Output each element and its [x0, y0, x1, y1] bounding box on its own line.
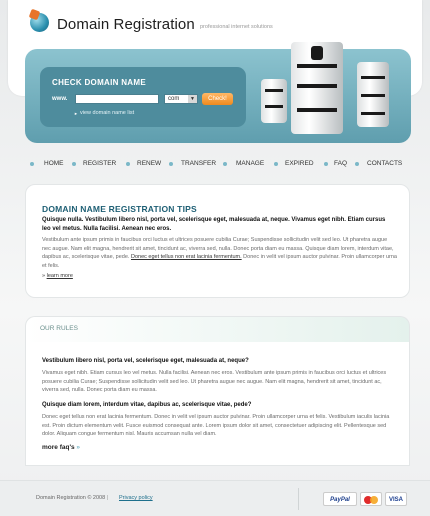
rule-answer: Vivamus eget nibh. Etiam cursus leo vel metus. Nulla facilisi. Aenean nec eros. Vestibulum ante ipsum primis in faucibus orci luctus et ultrices posuere cubilia Curae; Suspendisse sollicitudin velit sed leo. Ut pharetra augue nec augue. Nam elit magna, hendrerit sit amet, tincidunt ac, viverra sed, nulla. Donec porta diam eu massa.	[42, 370, 387, 393]
mastercard-logo-icon	[360, 492, 382, 506]
server-cap	[311, 46, 323, 60]
tips-body	[42, 236, 397, 270]
chevron-down-icon[interactable]: ▼	[188, 95, 197, 103]
tips-body-text: Vestibulum ante ipsum primis in faucibus orci luctus et ultrices posuere cubilia Curae; Suspendisse sollicitudin velit sed leo. Ut pharetra augue nec augue. Nam elit magna, hendrerit sit amet, tincidunt ac, viverra sed, nulla. Donec porta diam eu massa. Quisque diam lorem, interdum vitae, dapibus ac, scelerisque vitae, pede.	[42, 237, 394, 260]
learn-more-label[interactable]: learn more	[46, 273, 73, 279]
server-stripe	[297, 64, 337, 68]
copyright-text	[36, 495, 108, 501]
nav-item-register[interactable]: REGISTER	[83, 160, 117, 167]
nav-bullet-icon	[223, 162, 227, 166]
tips-lead: Quisque nulla. Vestibulum libero nisl, porta vel, scelerisque eget, malesuada at, neque. Vivamus eget nibh. Etiam cursus leo vel metus. Nulla facilisi. Aenean nec eros.	[42, 217, 386, 232]
visa-logo: VISA	[385, 492, 407, 506]
nav-bullet-icon	[126, 162, 130, 166]
footer-separator: |	[106, 495, 109, 501]
domain-name-input[interactable]	[75, 94, 159, 104]
www-prefix-label: www.	[52, 96, 68, 102]
site-tagline: professional internet solutions	[200, 24, 273, 30]
nav-item-renew[interactable]: RENEW	[137, 160, 162, 167]
server-stripe	[361, 76, 385, 79]
nav-item-home[interactable]: HOME	[44, 160, 64, 167]
nav-bullet-icon	[30, 162, 34, 166]
more-faq-label[interactable]: more faq's	[42, 444, 75, 451]
nav-item-faq[interactable]: FAQ	[334, 160, 348, 167]
footer-divider	[298, 488, 299, 510]
server-stripe	[265, 89, 283, 92]
nav-bullet-icon	[274, 162, 278, 166]
paypal-logo: PayPal	[323, 492, 357, 506]
mastercard-yellow-circle	[370, 496, 378, 504]
nav-bullet-icon	[324, 162, 328, 166]
rule-answer: Donec eget tellus non erat lacinia fermentum. Donec in velit vel ipsum auctor pulvinar. Proin ullamcorper urna et felis. Vestibulum iaculis lacinia est. Proin dictum elementum velit. Fusce euismod consequat ante. Lorem ipsum dolor sit amet, consectetuer adipiscing elit. Pellentesque sed dolor. Aliquam congue fermentum nisl. Mauris accumsan nulla vel diam.	[42, 414, 390, 437]
arrow-bullet-icon: ►	[74, 111, 78, 116]
server-illustration-main	[291, 42, 343, 134]
rule-question: Vestibulum libero nisl, porta vel, scelerisque eget, malesuada at, neque?	[42, 358, 249, 364]
rule-question: Quisque diam lorem, interdum vitae, dapibus ac, scelerisque vitae, pede?	[42, 402, 252, 408]
nav-bullet-icon	[355, 162, 359, 166]
rules-title: OUR RULES	[40, 325, 78, 332]
check-domain-button[interactable]: Check!	[202, 93, 233, 105]
nav-item-manage[interactable]: MANAGE	[236, 160, 265, 167]
view-domain-list-link[interactable]: view domain name list	[80, 110, 135, 116]
copyright-label: Domain Registration © 2008	[36, 495, 106, 501]
server-stripe	[297, 84, 337, 88]
nav-item-expired[interactable]: EXPIRED	[285, 160, 314, 167]
server-stripe	[265, 105, 283, 108]
server-stripe	[297, 108, 337, 112]
double-arrow-icon: »	[74, 444, 81, 451]
nav-bullet-icon	[169, 162, 173, 166]
server-illustration-right	[357, 62, 389, 127]
tld-select[interactable]: com	[164, 94, 198, 104]
nav-item-transfer[interactable]: TRANSFER	[181, 160, 217, 167]
more-faq-link[interactable]	[42, 444, 80, 451]
tips-title: DOMAIN NAME REGISTRATION TIPS	[42, 204, 197, 214]
arrow-bullet-icon: »	[42, 273, 47, 279]
server-stripe	[361, 94, 385, 97]
site-title[interactable]: Domain Registration	[57, 16, 195, 33]
nav-bullet-icon	[72, 162, 76, 166]
nav-item-contacts[interactable]: CONTACTS	[367, 160, 403, 167]
rules-header	[25, 316, 410, 342]
tips-body-text-end: Donec in velit vel ipsum auctor pulvinar. Proin ullamcorper urna et felis.	[42, 254, 397, 269]
tips-body-link[interactable]: Donec eget tellus non erat lacinia fermentum.	[130, 254, 242, 260]
main-navigation	[30, 158, 410, 170]
server-illustration-back	[261, 79, 287, 123]
domain-check-title: CHECK DOMAIN NAME	[52, 78, 146, 87]
server-stripe	[361, 112, 385, 115]
learn-more-link[interactable]	[42, 273, 73, 279]
privacy-policy-link[interactable]: Privacy policy	[119, 495, 153, 501]
